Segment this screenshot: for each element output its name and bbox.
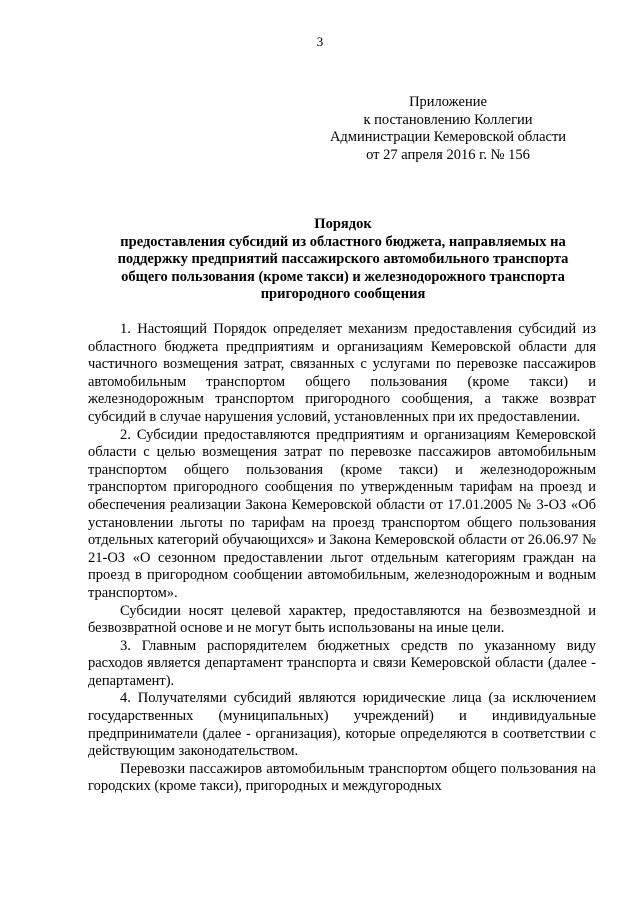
appendix-line: Администрации Кемеровской области xyxy=(329,129,567,146)
paragraph: Субсидии носят целевой характер, предоставляются на безвозмездной и безвозвратной основе и не могут быть использованы на иные цели. xyxy=(88,602,596,637)
appendix-header xyxy=(300,94,596,164)
appendix-line: Приложение xyxy=(409,94,487,110)
appendix-line: от 27 апреля 2016 г. № 156 xyxy=(366,146,530,163)
title-line: общего пользования (кроме такси) и железнодорожного транспорта xyxy=(121,268,565,285)
document-body xyxy=(88,321,596,796)
paragraph: 1. Настоящий Порядок определяет механизм предоставления субсидий из областного бюджета предприятиям и организациям Кемеровской области для частичного возмещения затрат, связанных с услугами по перевозке пассажиров автомобильным транспортом общего пользования (кроме такси) и железнодорожным транспортом пригородного сообщения, а также возврат субсидий в случае нарушения условий, установленных при их предоставлении. xyxy=(88,321,596,425)
paragraph: 2. Субсидии предоставляются предприятиям и организациям Кемеровской области с целью возмещения затрат по перевозке пассажиров автомобильным транспортом общего пользования (кроме такси) и железнодорожным транспортом пригородного сообщения по утвержденным тарифам на проезд и обеспечения реализации Закона Кемеровской области от 17.01.2005 № 3-ОЗ «Об установлении льготы по тарифам на проезд транспортом общего пользования отдельных категорий обучающихся» и Закона Кемеровской области от 26.06.97 № 21-ОЗ «О сезонном предоставлении льгот отдельным категориям граждан на проезд в пригородном сообщении автомобильным, железнодорожным и водным транспортом». xyxy=(88,426,596,601)
title-line: предоставления субсидий из областного бюджета, направляемых на xyxy=(120,233,566,250)
paragraph: 4. Получателями субсидий являются юридические лица (за исключением государственных (муниципальных) учреждений) и индивидуальные предприниматели (далее - организация), которые определяются в соответствии с действующим законодательством. xyxy=(88,690,596,760)
title-line: поддержку предприятий пассажирского автомобильного транспорта xyxy=(117,251,569,268)
paragraph: 3. Главным распорядителем бюджетных средств по указанному виду расходов является департамент транспорта и связи Кемеровской области (далее - департамент). xyxy=(88,637,596,689)
title-line: пригородного сообщения xyxy=(260,286,426,303)
page-number: 3 xyxy=(316,34,324,49)
title-line: Порядок xyxy=(314,216,372,232)
paragraph: Перевозки пассажиров автомобильным транспортом общего пользования на городских (кроме такси), пригородных и междугородных xyxy=(88,760,596,795)
appendix-line: к постановлению Коллегии xyxy=(363,111,533,128)
document-title xyxy=(88,216,598,304)
